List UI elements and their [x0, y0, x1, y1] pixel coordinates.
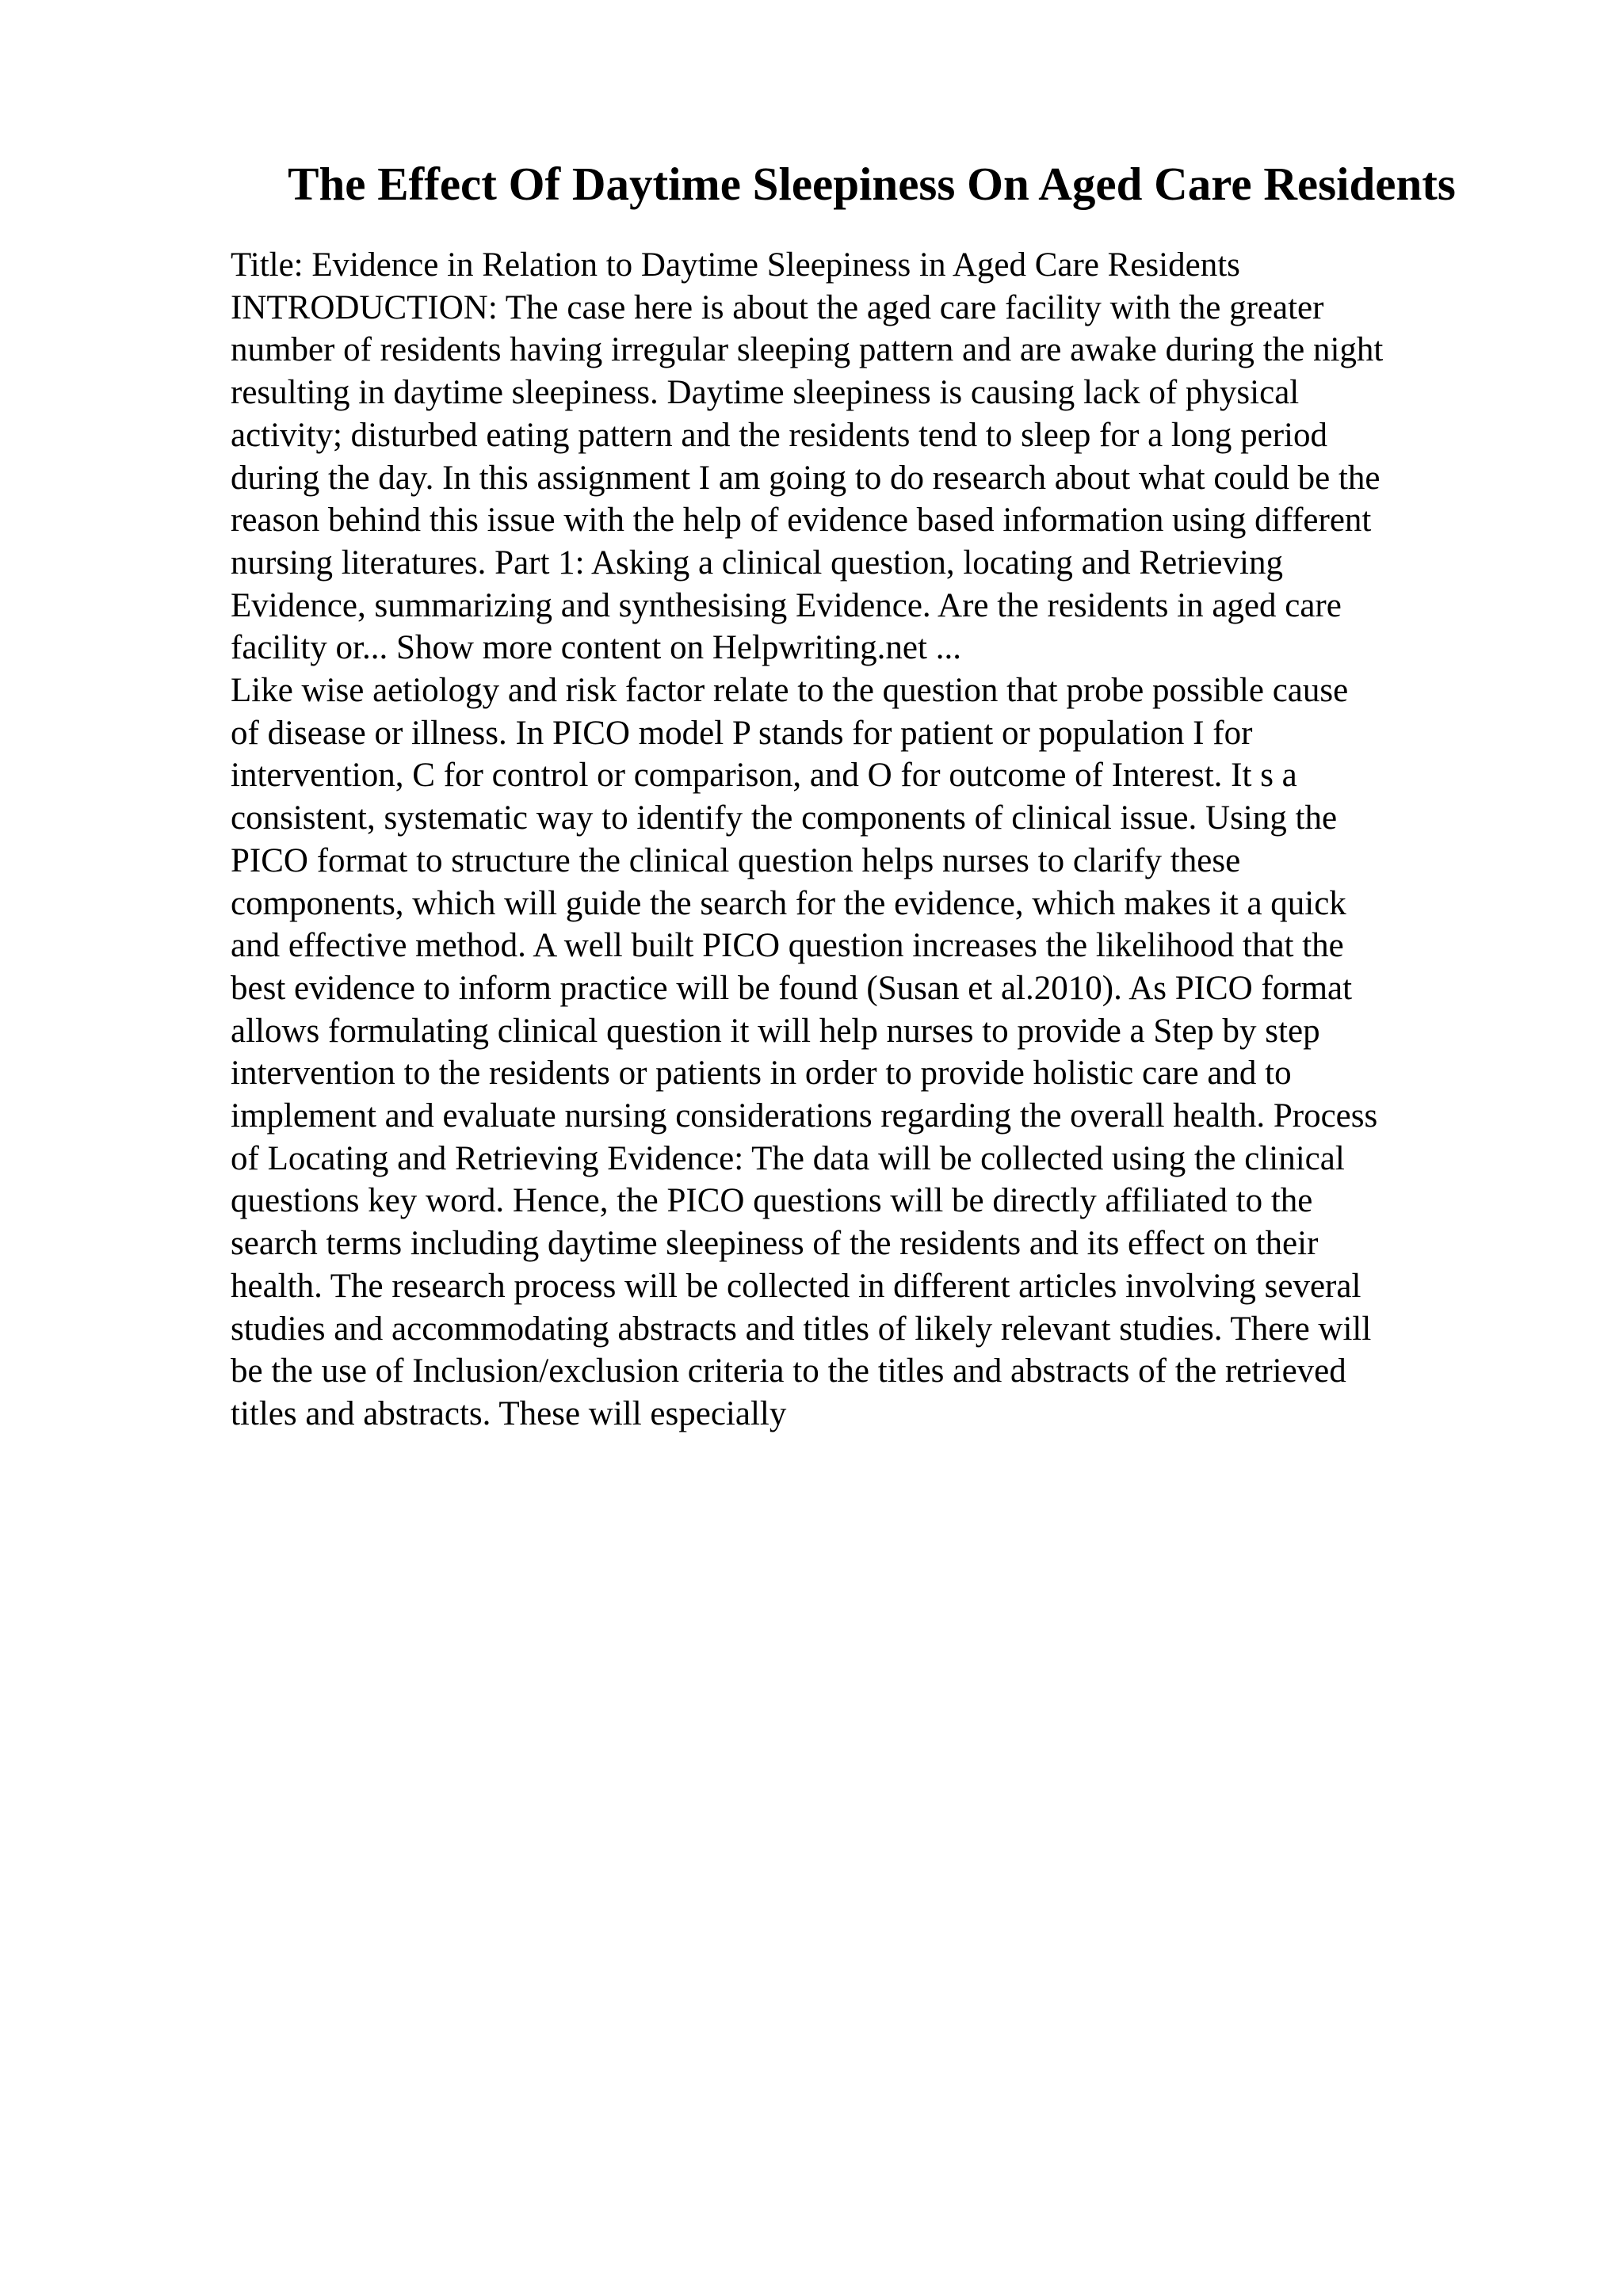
body-line: facility or... Show more content on Helpwriting.net ...: [231, 629, 961, 667]
body-line: intervention to the residents or patients in order to provide holistic care and to: [231, 1055, 1292, 1093]
body-line: health. The research process will be collected in different articles involving several: [231, 1267, 1361, 1305]
body-line: implement and evaluate nursing considerations regarding the overall health. Process: [231, 1097, 1378, 1135]
body-line: resulting in daytime sleepiness. Daytime sleepiness is causing lack of physical: [231, 374, 1300, 412]
document-body: [231, 244, 1499, 1436]
body-line: components, which will guide the search for the evidence, which makes it a quick: [231, 884, 1346, 922]
body-line: of disease or illness. In PICO model P stands for patient or population I for: [231, 714, 1253, 752]
body-line: reason behind this issue with the help of evidence based information using different: [231, 502, 1372, 540]
body-line: PICO format to structure the clinical question helps nurses to clarify these: [231, 841, 1241, 879]
body-line: intervention, C for control or comparison, and O for outcome of Interest. It s a: [231, 757, 1297, 795]
body-line: Like wise aetiology and risk factor relate to the question that probe possible cause: [231, 672, 1349, 710]
body-line: titles and abstracts. These will especially: [231, 1394, 787, 1432]
body-line: during the day. In this assignment I am going to do research about what could be the: [231, 459, 1381, 497]
body-line: Title: Evidence in Relation to Daytime Sleepiness in Aged Care Residents: [231, 246, 1240, 284]
body-line: and effective method. A well built PICO question increases the likelihood that the: [231, 927, 1344, 965]
body-line: allows formulating clinical question it will help nurses to provide a Step by step: [231, 1012, 1320, 1050]
body-line: best evidence to inform practice will be found (Susan et al.2010). As PICO format: [231, 969, 1353, 1007]
body-line: nursing literatures. Part 1: Asking a clinical question, locating and Retrieving: [231, 543, 1283, 582]
body-line: consistent, systematic way to identify the components of clinical issue. Using the: [231, 799, 1338, 837]
body-line: INTRODUCTION: The case here is about the aged care facility with the greater: [231, 288, 1324, 326]
body-line: Evidence, summarizing and synthesising Evidence. Are the residents in aged care: [231, 586, 1342, 624]
body-line: search terms including daytime sleepiness of the residents and its effect on their: [231, 1225, 1319, 1263]
body-line: activity; disturbed eating pattern and the residents tend to sleep for a long period: [231, 416, 1327, 454]
body-line: be the use of Inclusion/exclusion criteria to the titles and abstracts of the retrieved: [231, 1352, 1346, 1390]
body-line: of Locating and Retrieving Evidence: The data will be collected using the clinical: [231, 1139, 1345, 1177]
body-line: number of residents having irregular sleeping pattern and are awake during the night: [231, 331, 1384, 369]
body-line: studies and accommodating abstracts and titles of likely relevant studies. There will: [231, 1310, 1372, 1348]
document-title: The Effect Of Daytime Sleepiness On Aged Care Residents: [288, 158, 1456, 210]
body-line: questions key word. Hence, the PICO questions will be directly affiliated to the: [231, 1182, 1313, 1220]
